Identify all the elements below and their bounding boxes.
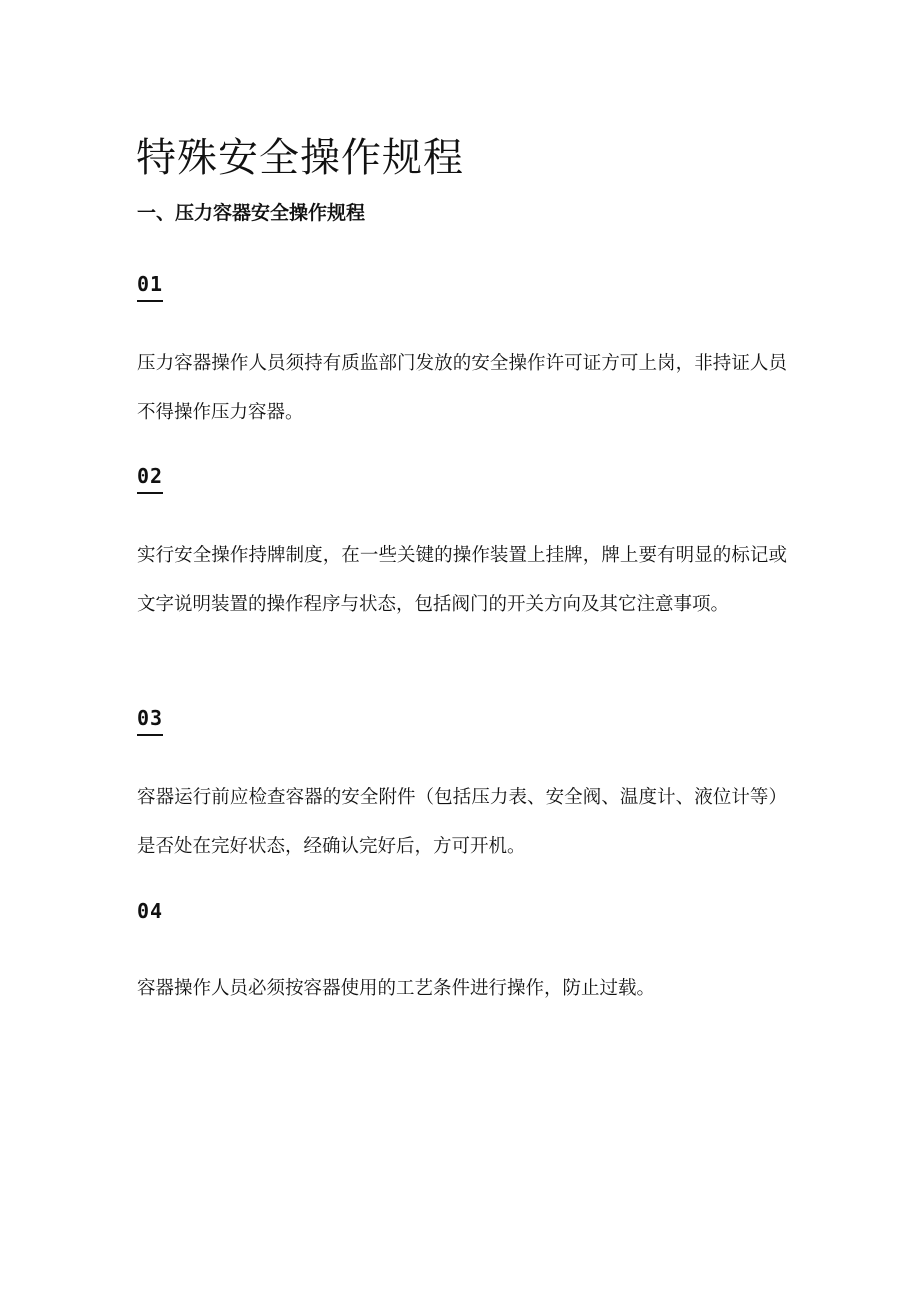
section-heading: 一、压力容器安全操作规程 <box>137 202 366 224</box>
rule-item-3 <box>137 706 787 871</box>
item-number: 01 <box>137 272 163 302</box>
item-number: 02 <box>137 464 163 494</box>
rule-item-2 <box>137 464 787 629</box>
rule-item-4 <box>137 899 787 1013</box>
item-text: 压力容器操作人员须持有质监部门发放的安全操作许可证方可上岗，非持证人员不得操作压力容器。 <box>137 353 787 423</box>
item-text: 容器运行前应检查容器的安全附件（包括压力表、安全阀、温度计、液位计等）是否处在完好状态，经确认完好后，方可开机。 <box>137 787 787 857</box>
item-number: 03 <box>137 706 163 736</box>
rule-item-1 <box>137 272 787 437</box>
item-text: 容器操作人员必须按容器使用的工艺条件进行操作，防止过载。 <box>137 978 656 999</box>
document-title: 特殊安全操作规程 <box>136 135 464 181</box>
item-text: 实行安全操作持牌制度，在一些关键的操作装置上挂牌，牌上要有明显的标记或文字说明装置的操作程序与状态，包括阀门的开关方向及其它注意事项。 <box>137 545 787 615</box>
item-number: 04 <box>137 899 164 923</box>
